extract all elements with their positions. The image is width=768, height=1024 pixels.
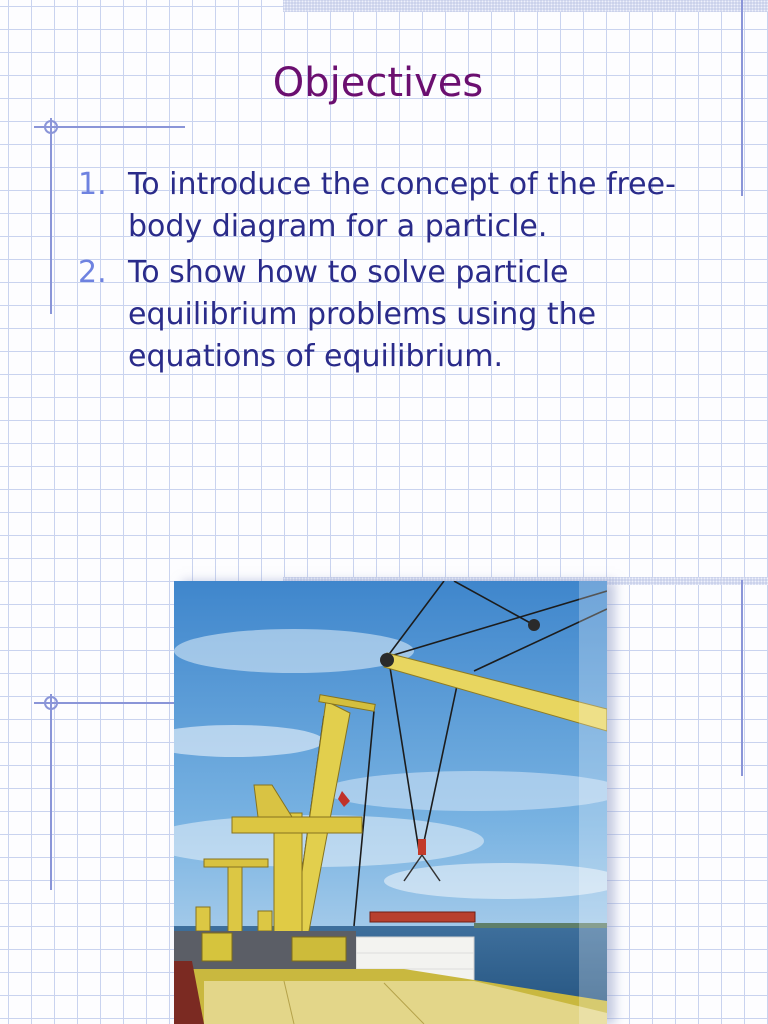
list-item xyxy=(78,252,698,378)
decorative-line xyxy=(741,580,743,776)
list-item-text: To show how to solve particle equilibrium problems using the equations of equilibrium. xyxy=(128,255,597,374)
crane-photo xyxy=(174,581,607,1024)
objectives-list xyxy=(78,164,698,382)
decorative-line xyxy=(50,694,52,890)
slide-title: Objectives xyxy=(272,60,484,106)
crane-photo-illustration xyxy=(174,581,607,1024)
decorative-ring xyxy=(44,120,58,134)
list-item xyxy=(78,164,698,248)
list-number: 2. xyxy=(78,255,107,290)
decorative-band-top xyxy=(283,0,768,12)
decorative-ring xyxy=(44,696,58,710)
decorative-line xyxy=(50,118,52,314)
list-number: 1. xyxy=(78,167,107,202)
list-item-text: To introduce the concept of the free-body diagram for a particle. xyxy=(128,167,676,244)
